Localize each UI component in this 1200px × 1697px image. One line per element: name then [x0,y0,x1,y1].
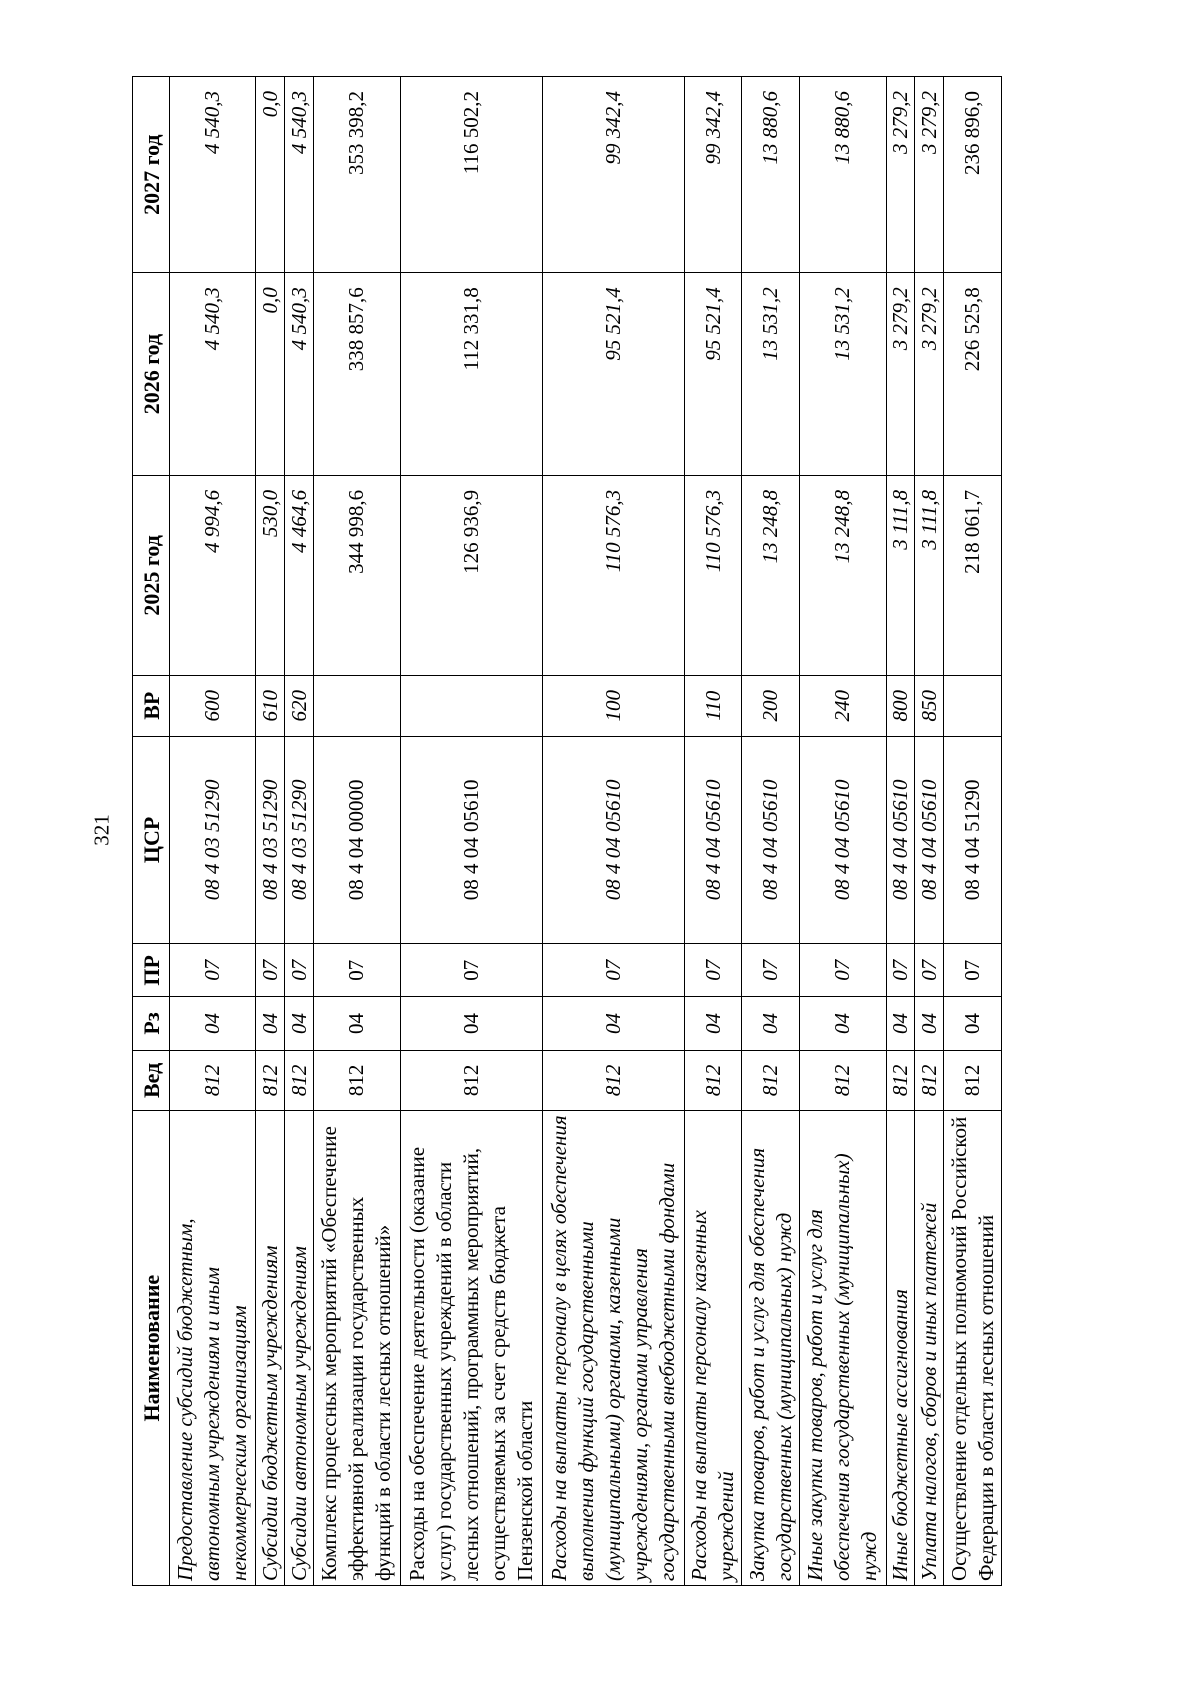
cell-ved: 812 [944,1050,1002,1111]
cell-2025: 3 111,8 [915,475,944,675]
header-2025: 2025 год [133,475,170,675]
cell-2026: 95 521,4 [684,273,742,476]
cell-ved: 812 [170,1050,256,1111]
cell-ved: 812 [400,1050,542,1111]
cell-ved: 812 [285,1050,314,1111]
table-row [400,77,542,1586]
table-row [886,77,915,1586]
cell-name: Иные закупки товаров, работ и услуг для обеспечения государственных (муниципальных) нужд [800,1111,886,1586]
cell-vr: 610 [256,675,285,736]
cell-2027: 13 880,6 [800,77,886,273]
cell-pr: 07 [314,944,400,997]
cell-2027: 3 279,2 [886,77,915,273]
cell-pr: 07 [944,944,1002,997]
table-row [800,77,886,1586]
cell-rz: 04 [400,997,542,1050]
cell-2027: 4 540,3 [285,77,314,273]
cell-name: Субсидии автономным учреждениям [285,1111,314,1586]
cell-2025: 110 576,3 [684,475,742,675]
cell-2027: 13 880,6 [742,77,800,273]
cell-csr: 08 4 03 51290 [170,736,256,944]
header-2026: 2026 год [133,273,170,476]
budget-table [132,76,1002,1586]
cell-2027: 4 540,3 [170,77,256,273]
cell-rz: 04 [314,997,400,1050]
table-row [684,77,742,1586]
cell-vr: 800 [886,675,915,736]
cell-vr [944,675,1002,736]
cell-rz: 04 [170,997,256,1050]
table-row [285,77,314,1586]
cell-rz: 04 [944,997,1002,1050]
cell-2026: 4 540,3 [285,273,314,476]
table-row [256,77,285,1586]
cell-pr: 07 [256,944,285,997]
cell-ved: 812 [800,1050,886,1111]
header-vr: ВР [133,675,170,736]
cell-csr: 08 4 03 51290 [256,736,285,944]
cell-2027: 236 896,0 [944,77,1002,273]
cell-2026: 3 279,2 [886,273,915,476]
header-name: Наименование [133,1111,170,1586]
cell-name: Уплата налогов, сборов и иных платежей [915,1111,944,1586]
header-rz: Рз [133,997,170,1050]
cell-ved: 812 [742,1050,800,1111]
rotated-table-container [132,76,1002,1586]
cell-csr: 08 4 04 05610 [886,736,915,944]
cell-name: Субсидии бюджетным учреждениям [256,1111,285,1586]
cell-2025: 530,0 [256,475,285,675]
cell-2025: 13 248,8 [742,475,800,675]
cell-2026: 0,0 [256,273,285,476]
cell-2026: 112 331,8 [400,273,542,476]
cell-csr: 08 4 03 51290 [285,736,314,944]
cell-ved: 812 [314,1050,400,1111]
cell-2025: 344 998,6 [314,475,400,675]
cell-2026: 226 525,8 [944,273,1002,476]
table-row [915,77,944,1586]
cell-name: Расходы на обеспечение деятельности (оказание услуг) государственных учреждений в области лесных отношений, программных мероприятий, осуществляемых за счет средств бюджета Пензенской области [400,1111,542,1586]
cell-pr: 07 [400,944,542,997]
cell-csr: 08 4 04 00000 [314,736,400,944]
cell-name: Иные бюджетные ассигнования [886,1111,915,1586]
cell-2025: 4 994,6 [170,475,256,675]
cell-vr [314,675,400,736]
cell-2025: 110 576,3 [542,475,684,675]
cell-name: Расходы на выплаты персоналу в целях обеспечения выполнения функций государственными (муниципальными) органами, казенными учреждениями, органами управления государственными внебюджетными фондами [542,1111,684,1586]
cell-pr: 07 [170,944,256,997]
cell-csr: 08 4 04 05610 [742,736,800,944]
cell-pr: 07 [285,944,314,997]
cell-rz: 04 [915,997,944,1050]
header-ved: Вед [133,1050,170,1111]
header-csr: ЦСР [133,736,170,944]
table-row [542,77,684,1586]
cell-vr: 240 [800,675,886,736]
cell-pr: 07 [542,944,684,997]
cell-name: Осуществление отдельных полномочий Российской Федерации в области лесных отношений [944,1111,1002,1586]
cell-rz: 04 [886,997,915,1050]
page-number: 321 [89,814,114,846]
cell-ved: 812 [256,1050,285,1111]
cell-rz: 04 [742,997,800,1050]
table-row [742,77,800,1586]
cell-2027: 0,0 [256,77,285,273]
cell-2027: 99 342,4 [684,77,742,273]
cell-vr: 620 [285,675,314,736]
cell-rz: 04 [285,997,314,1050]
cell-csr: 08 4 04 05610 [684,736,742,944]
cell-rz: 04 [256,997,285,1050]
cell-pr: 07 [886,944,915,997]
cell-vr: 600 [170,675,256,736]
cell-2025: 13 248,8 [800,475,886,675]
table-row [944,77,1002,1586]
cell-2027: 99 342,4 [542,77,684,273]
cell-2026: 3 279,2 [915,273,944,476]
header-row [133,77,170,1586]
cell-2027: 353 398,2 [314,77,400,273]
cell-2025: 4 464,6 [285,475,314,675]
cell-csr: 08 4 04 05610 [400,736,542,944]
cell-csr: 08 4 04 51290 [944,736,1002,944]
cell-2026: 4 540,3 [170,273,256,476]
cell-vr: 850 [915,675,944,736]
cell-ved: 812 [684,1050,742,1111]
cell-2026: 13 531,2 [800,273,886,476]
cell-name: Предоставление субсидий бюджетным, автономным учреждениям и иным некоммерческим организациям [170,1111,256,1586]
cell-vr [400,675,542,736]
cell-2027: 116 502,2 [400,77,542,273]
cell-ved: 812 [542,1050,684,1111]
table-row [170,77,256,1586]
table-row [314,77,400,1586]
cell-rz: 04 [684,997,742,1050]
cell-pr: 07 [800,944,886,997]
cell-2026: 13 531,2 [742,273,800,476]
cell-csr: 08 4 04 05610 [800,736,886,944]
header-pr: ПР [133,944,170,997]
cell-vr: 110 [684,675,742,736]
cell-name: Расходы на выплаты персоналу казенных учреждений [684,1111,742,1586]
cell-ved: 812 [915,1050,944,1111]
cell-name: Закупка товаров, работ и услуг для обеспечения государственных (муниципальных) нужд [742,1111,800,1586]
cell-vr: 100 [542,675,684,736]
cell-ved: 812 [886,1050,915,1111]
cell-name: Комплекс процессных мероприятий «Обеспечение эффективной реализации государственных функций в области лесных отношений» [314,1111,400,1586]
cell-pr: 07 [684,944,742,997]
cell-2025: 218 061,7 [944,475,1002,675]
cell-2027: 3 279,2 [915,77,944,273]
cell-2025: 126 936,9 [400,475,542,675]
cell-vr: 200 [742,675,800,736]
cell-csr: 08 4 04 05610 [915,736,944,944]
header-2027: 2027 год [133,77,170,273]
cell-rz: 04 [800,997,886,1050]
cell-pr: 07 [742,944,800,997]
cell-2026: 338 857,6 [314,273,400,476]
cell-2025: 3 111,8 [886,475,915,675]
cell-pr: 07 [915,944,944,997]
cell-csr: 08 4 04 05610 [542,736,684,944]
cell-2026: 95 521,4 [542,273,684,476]
cell-rz: 04 [542,997,684,1050]
